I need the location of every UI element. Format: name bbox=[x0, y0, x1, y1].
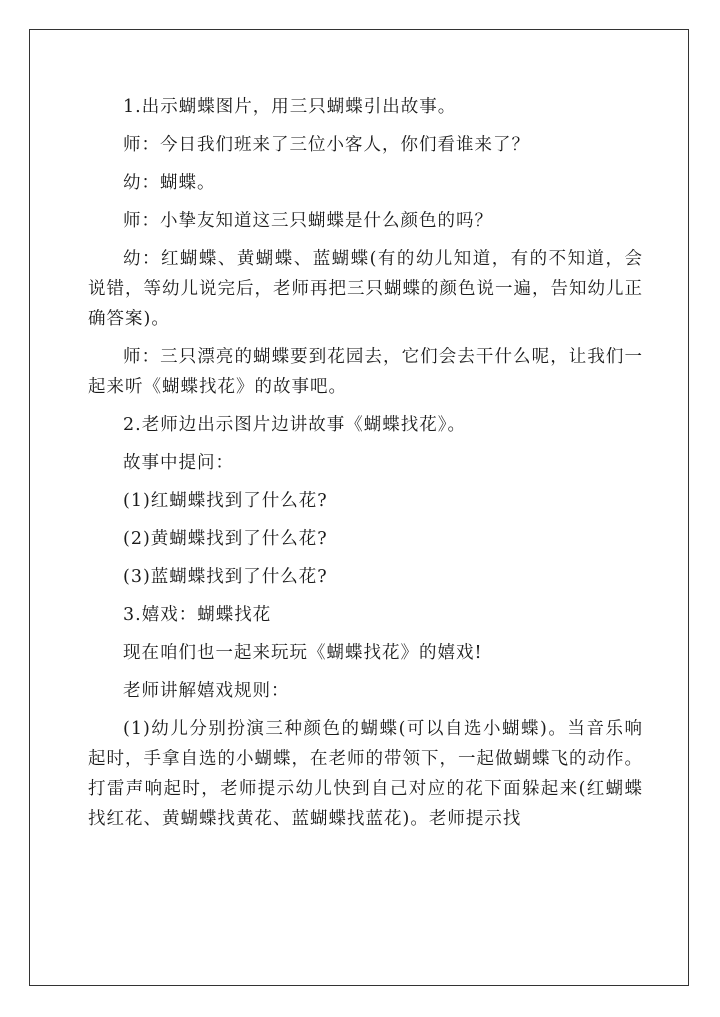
rules-heading: 老师讲解嬉戏规则： bbox=[123, 681, 290, 701]
step-3-heading: 3.嬉戏：蝴蝶找花 bbox=[123, 605, 272, 625]
rule-1: (1)幼儿分别扮演三种颜色的蝴蝶(可以自选小蝴蝶)。当音乐响起时，手拿自选的小蝴蝶，在老师的带领下，一起做蝴蝶飞的动作。打雷声响起时，老师提示幼儿快到自己对应的花下面躲起来(红蝴蝶找红花、黄蝴蝶找黄花、蓝蝴蝶找蓝花)。老师提示找 bbox=[88, 719, 643, 829]
dialogue-child-2: 幼：红蝴蝶、黄蝴蝶、蓝蝴蝶(有的幼儿知道，有的不知道，会说错，等幼儿说完后，老师再把三只蝴蝶的颜色说一遍，告知幼儿正确答案)。 bbox=[88, 249, 643, 329]
game-intro: 现在咱们也一起来玩玩《蝴蝶找花》的嬉戏! bbox=[123, 643, 483, 663]
question-3: (3)蓝蝴蝶找到了什么花? bbox=[123, 567, 328, 587]
step-2-heading: 2.老师边出示图片边讲故事《蝴蝶找花》。 bbox=[123, 415, 466, 435]
dialogue-teacher-1: 师：今日我们班来了三位小客人，你们看谁来了？ bbox=[123, 135, 530, 155]
dialogue-teacher-2: 师：小挚友知道这三只蝴蝶是什么颜色的吗？ bbox=[123, 211, 493, 231]
questions-heading: 故事中提问： bbox=[123, 453, 234, 473]
question-1: (1)红蝴蝶找到了什么花? bbox=[123, 491, 328, 511]
dialogue-child-1: 幼：蝴蝶。 bbox=[123, 173, 216, 193]
document-body bbox=[88, 92, 643, 842]
dialogue-teacher-3: 师：三只漂亮的蝴蝶要到花园去，它们会去干什么呢，让我们一起来听《蝴蝶找花》的故事吧。 bbox=[88, 347, 643, 397]
step-1-heading: 1.出示蝴蝶图片，用三只蝴蝶引出故事。 bbox=[123, 97, 457, 117]
question-2: (2)黄蝴蝶找到了什么花? bbox=[123, 529, 328, 549]
